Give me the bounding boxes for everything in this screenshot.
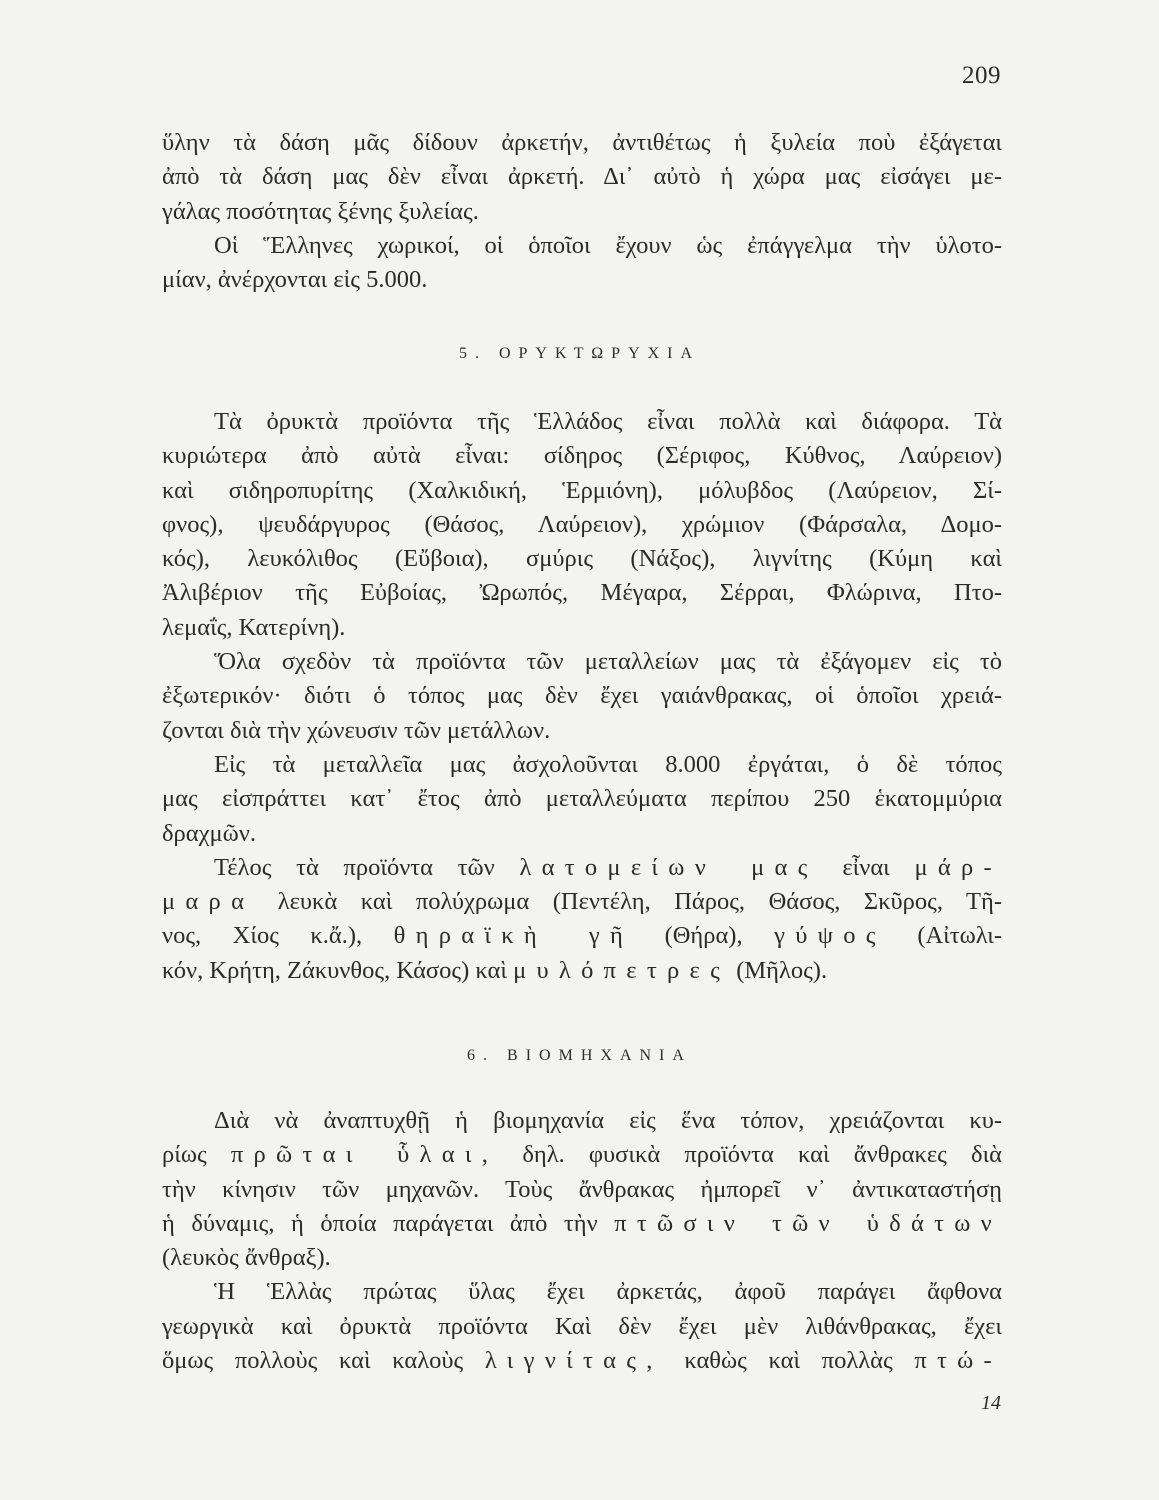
text-line: Ἡ Ἑλλὰς πρώτας ὕλας ἔχει ἀρκετάς, ἀφοῦ παράγει ἄφθονα: [214, 1278, 1002, 1306]
text-run: καθὼς καὶ πολλὰς: [684, 1347, 893, 1375]
page-number: 209: [962, 62, 1001, 89]
text-line: ἀπὸ τὰ δάση μας δὲν εἶναι ἀρκετή. Δι᾽ αὐτὸ ἡ χώρα μας εἰσάγει με-: [162, 163, 1002, 191]
text-line: λεμαΐς, Κατερίνη).: [162, 613, 346, 641]
text-run: (Θήρα),: [664, 922, 743, 950]
text-run: λευκὰ καὶ πολύχρωμα (Πεντέλη, Πάρος, Θάσος, Σκῦρος, Τῆ-: [277, 888, 1002, 916]
section-heading-mining: 5. ΟΡΥΚΤΩΡΥΧΙΑ: [458, 345, 701, 362]
text-line: τὴν κίνησιν τῶν μηχανῶν. Τοὺς ἄνθρακας ἠμπορεῖ ν᾽ ἀντικαταστήσῃ: [162, 1175, 1002, 1203]
text-run: δηλ. φυσικὰ προϊόντα καὶ ἄνθρακες διὰ: [522, 1141, 1003, 1169]
text-line: μίαν, ἀνέρχονται εἰς 5.000.: [162, 266, 428, 294]
spaced-term: μάρ-: [914, 853, 1003, 881]
spaced-term: μυλόπετρες: [513, 956, 731, 984]
text-line: φνος), ψευδάργυρος (Θάσος, Λαύρειον), χρώμιον (Φάρσαλα, Δομο-: [162, 510, 1002, 538]
text-run: ἡ δύναμις, ἡ ὁποία παράγεται ἀπὸ τὴν: [162, 1209, 598, 1237]
text-run: ρίως: [162, 1141, 207, 1169]
text-line: Ὅλα σχεδὸν τὰ προϊόντα τῶν μεταλλείων μας τὰ ἐξάγομεν εἰς τὸ: [214, 648, 1002, 676]
text-line: [162, 919, 1002, 953]
text-run: κόν, Κρήτη, Ζάκυνθος, Κάσος) καὶ: [162, 956, 507, 984]
text-line: Εἰς τὰ μεταλλεῖα μας ἀσχολοῦνται 8.000 ἐργάται, ὁ δὲ τόπος: [214, 750, 1002, 778]
spaced-term: θηραϊκὴ γῆ: [393, 922, 634, 950]
text-line: κός), λευκόλιθος (Εὔβοια), σμύρις (Νάξος), λιγνίτης (Κύμη καὶ: [162, 545, 1002, 573]
text-line: κυριώτερα ἀπὸ αὐτὰ εἶναι: σίδηρος (Σέριφος, Κύθνος, Λαύρειον): [162, 442, 1002, 470]
text-line: [162, 1138, 1002, 1172]
spaced-term: πτώ-: [914, 1347, 1002, 1375]
text-line: [162, 851, 1002, 885]
text-run: νος, Χίος κ.ἄ.),: [162, 922, 363, 950]
spaced-term: λατομείων μας: [519, 853, 818, 881]
text-line: Διὰ νὰ ἀναπτυχθῇ ἡ βιομηχανία εἰς ἕνα τόπον, χρειάζονται κυ-: [214, 1107, 1002, 1134]
spaced-term: λιγνίτας,: [484, 1347, 663, 1375]
text-line: γάλας ποσότητας ξένης ξυλείας.: [162, 197, 479, 225]
text-line: δραχμῶν.: [162, 819, 256, 847]
text-run: (Μῆλος).: [736, 956, 828, 984]
section-industry-text: [162, 1104, 1002, 1378]
section-heading-industry: 6. ΒΙΟΜΗΧΑΝΙΑ: [467, 1047, 692, 1064]
signature-mark: 14: [981, 1392, 1001, 1414]
spaced-term: πρῶται ὗλαι,: [230, 1141, 499, 1169]
text-line: [162, 954, 1002, 988]
section-mining-text: [162, 405, 1002, 988]
text-run: ὅμως πολλοὺς καὶ καλοὺς: [162, 1347, 464, 1375]
text-run: (Αἰτωλι-: [917, 922, 1003, 950]
text-line: (λευκὸς ἄνθραξ).: [162, 1244, 331, 1272]
text-line: ζονται διὰ τὴν χώνευσιν τῶν μετάλλων.: [162, 716, 551, 744]
text-line: ὕλην τὰ δάση μᾶς δίδουν ἀρκετήν, ἀντιθέτως ἡ ξυλεία ποὺ ἐξάγεται: [162, 129, 1002, 156]
top-text: [162, 126, 1002, 297]
text-line: γεωργικὰ καὶ ὀρυκτὰ προϊόντα Καὶ δὲν ἔχει μὲν λιθάνθρακας, ἔχει: [162, 1312, 1002, 1340]
text-line: [162, 1207, 1002, 1241]
text-line: καὶ σιδηροπυρίτης (Χαλκιδική, Ἑρμιόνη), μόλυβδος (Λαύρειον, Σί-: [162, 476, 1002, 504]
text-line: ἐξωτερικόν· διότι ὁ τόπος μας δὲν ἔχει γαιάνθρακας, οἱ ὁποῖοι χρειά-: [162, 682, 1002, 710]
spaced-term: πτῶσιν τῶν ὑδάτων: [614, 1209, 1002, 1237]
spaced-term: μαρα: [162, 888, 255, 916]
text-line: Οἱ Ἕλληνες χωρικοί, οἱ ὁποῖοι ἔχουν ὡς ἐπάγγελμα τὴν ὑλοτο-: [214, 231, 1002, 259]
text-run: εἶναι: [842, 853, 890, 881]
text-line: [162, 885, 1002, 919]
text-line: Τὰ ὀρυκτὰ προϊόντα τῆς Ἑλλάδος εἶναι πολλὰ καὶ διάφορα. Τὰ: [214, 408, 1002, 435]
text-run: Τέλος τὰ προϊόντα τῶν: [214, 853, 495, 881]
text-line: μας εἰσπράττει κατ᾽ ἔτος ἀπὸ μεταλλεύματα περίπου 250 ἑκατομμύρια: [162, 785, 1002, 813]
text-line: [162, 1344, 1002, 1378]
spaced-term: γύψος: [774, 922, 886, 950]
text-line: Ἀλιβέριον τῆς Εὐβοίας, Ὠρωπός, Μέγαρα, Σέρραι, Φλώρινα, Πτο-: [162, 579, 1002, 607]
